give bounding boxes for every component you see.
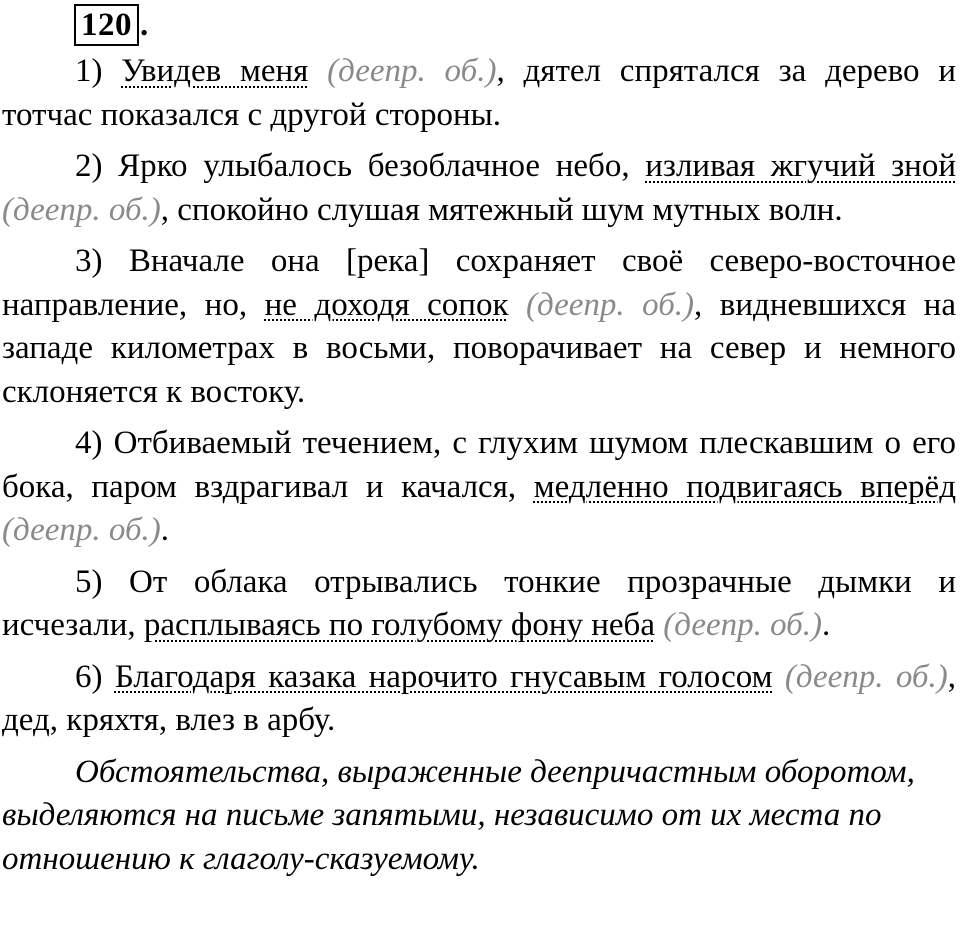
participle-phrase-mark: (деепр. об.) bbox=[2, 191, 161, 228]
sentence-text: , дед, кряхтя, влез в арбу. bbox=[2, 658, 956, 738]
participle-phrase-mark: (деепр. об.) bbox=[2, 512, 161, 548]
participle-phrase-mark: (деепр. об.) bbox=[508, 286, 695, 323]
participle-phrase-mark: (деепр. об.) bbox=[772, 658, 948, 695]
sentence-number: 4) bbox=[75, 425, 114, 461]
exercise-header bbox=[2, 0, 956, 50]
participle-phrase-mark: (деепр. об.) bbox=[654, 607, 823, 643]
sentence-number: 6) bbox=[75, 658, 115, 695]
sentence-text: Вначале она [река] сохраняет своё северо-восточное направление, но, bbox=[2, 243, 956, 323]
participle-phrase-mark: (деепр. об.) bbox=[308, 53, 497, 89]
sentence-text: От облака отрывались тонкие прозрачные дымки и исчезали, bbox=[2, 563, 956, 643]
sentence-number: 3) bbox=[75, 243, 129, 279]
sentence-4 bbox=[2, 422, 956, 553]
participle-phrase: изливая жгучий зной bbox=[645, 148, 957, 184]
rule-paragraph: Обстоятельства, выраженные деепричастным оборотом, выделяются на письме запятыми, независимо от их места по отношению к глаголу-сказуемому. bbox=[2, 753, 915, 877]
sentence-text: Ярко улыбалось безоблачное небо, bbox=[118, 148, 646, 184]
sentence-text: . bbox=[822, 607, 831, 643]
sentence-3 bbox=[2, 240, 956, 414]
sentence-5 bbox=[2, 561, 956, 648]
sentence-number: 1) bbox=[75, 53, 122, 89]
participle-phrase: не доходя сопок bbox=[264, 286, 509, 323]
sentence-number: 2) bbox=[75, 148, 119, 184]
participle-phrase: расплываясь по голубому фону неба bbox=[143, 607, 655, 643]
sentence-text: , дятел спрятался за дерево и тотчас показался с другой стороны. bbox=[2, 53, 956, 133]
sentence-2 bbox=[2, 145, 956, 232]
sentence-text: , видневшихся на западе километрах в восьми, поворачивает на север и немного склоняется к востоку. bbox=[2, 286, 956, 410]
participle-phrase: Благодаря казака нарочито гнусавым голосом bbox=[114, 658, 773, 695]
sentence-6 bbox=[2, 656, 956, 743]
sentence-text: Отбиваемый течением, с глухим шумом плескавшим о его бока, паром вздрагивал и качался, bbox=[2, 425, 956, 505]
sentence-text: , спокойно слушая мятежный шум мутных волн. bbox=[160, 191, 843, 228]
participle-phrase: медленно подвигаясь вперёд bbox=[533, 468, 956, 505]
sentence-text: . bbox=[160, 512, 170, 548]
sentence-number: 5) bbox=[75, 563, 130, 600]
participle-phrase: Увидев меня bbox=[121, 53, 309, 89]
exercise-number-box: 120 bbox=[74, 4, 139, 46]
sentence-1 bbox=[2, 50, 956, 137]
exercise-number-dot: . bbox=[140, 7, 149, 43]
